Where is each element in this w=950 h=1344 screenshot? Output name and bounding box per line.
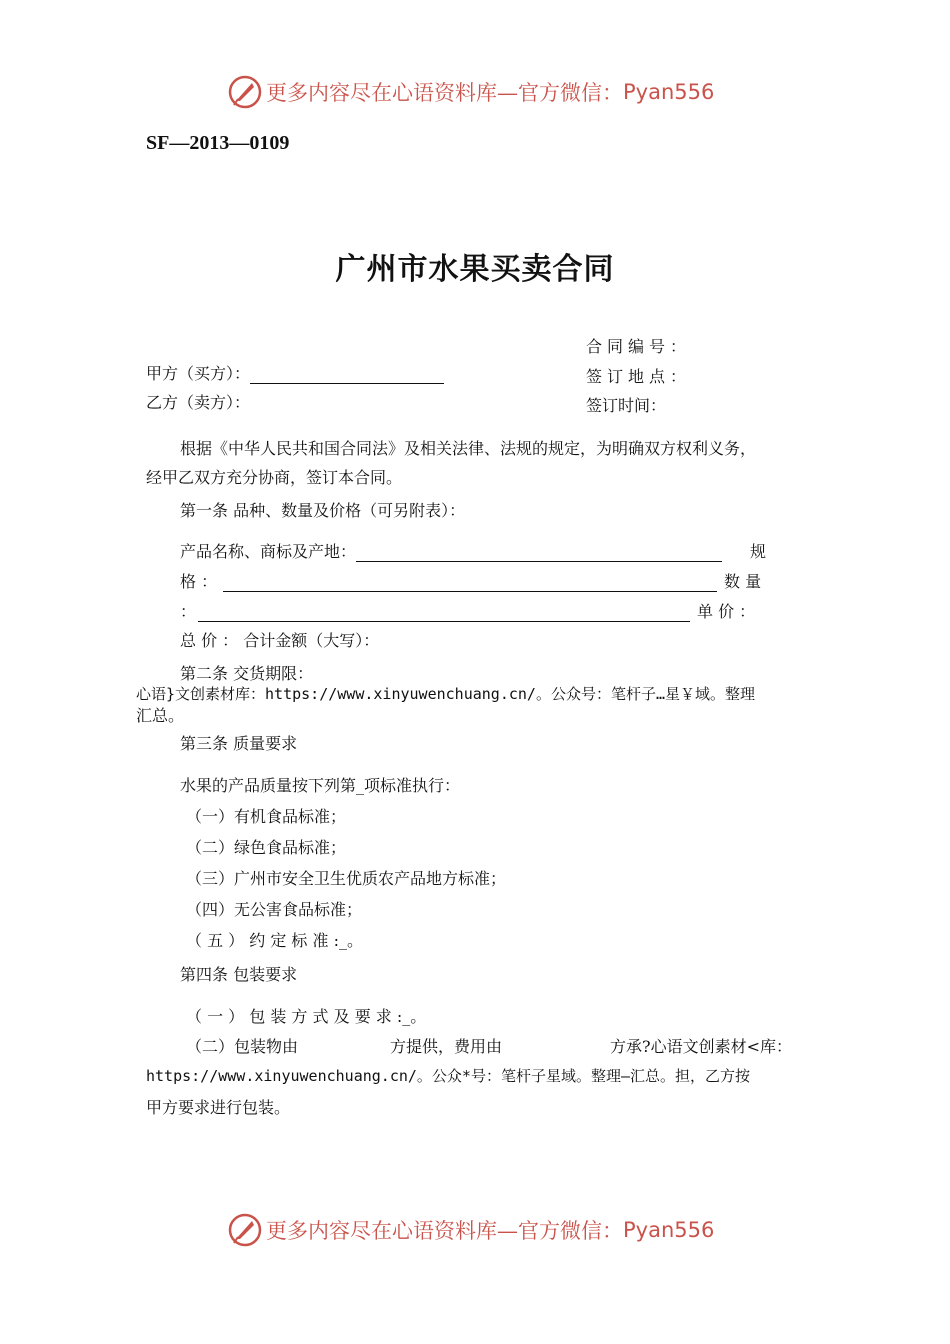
- spec-field: [180, 569, 717, 592]
- article-4-heading: 第四条 包装要求: [180, 965, 298, 984]
- quantity-colon: ：: [180, 602, 197, 621]
- party-a-label: 甲方（买方）：: [146, 364, 251, 383]
- article-3-heading: 第三条 质量要求: [180, 734, 298, 753]
- banner-handle: Pyan556: [623, 1218, 715, 1242]
- spec-label-1: 规: [750, 542, 767, 561]
- quality-item-5: （ 五 ） 约 定 标 准 :_。: [186, 931, 363, 950]
- contract-no-label: 合同编号：: [586, 337, 692, 356]
- product-field: [180, 539, 722, 562]
- bottom-banner: [228, 1210, 714, 1250]
- quantity-label: 数 量: [724, 572, 762, 591]
- spec-blank: [223, 591, 717, 592]
- quantity-field: [180, 599, 690, 622]
- party-b-label: 乙方（卖方）：: [146, 393, 251, 412]
- spec-label-2: 格 ：: [180, 572, 218, 591]
- banner-text: 更多内容尽在心语资料库—官方微信：: [266, 81, 623, 105]
- top-banner: [228, 72, 714, 112]
- quality-item-1: （一）有机食品标准；: [186, 807, 347, 826]
- quality-item-4: （四）无公害食品标准；: [186, 900, 363, 919]
- party-a-blank: [250, 383, 444, 384]
- packaging-item-1: （ 一 ） 包 装 方 式 及 要 求 :_。: [186, 1007, 427, 1026]
- party-a-field: [146, 361, 444, 384]
- watermark-line-1: 心语}文创素材库：https://www.xinyuwenchuang.cn/。公众号：笔杆子…星￥域。整理: [136, 685, 755, 703]
- price-label: 单 价 ：: [697, 602, 756, 621]
- watermark-line-2: 汇总。: [136, 706, 185, 725]
- quill-logo-icon: [228, 75, 262, 109]
- quality-item-3: （三）广州市安全卫生优质农产品地方标准；: [186, 869, 507, 888]
- banner-text: 更多内容尽在心语资料库—官方微信：: [266, 1219, 623, 1243]
- document-serial: SF—2013—0109: [146, 132, 290, 154]
- article-1-heading: 第一条 品种、数量及价格（可另附表）：: [180, 501, 466, 520]
- packaging-item-2-a: （二）包装物由: [186, 1037, 299, 1056]
- sign-place-label: 签订地点：: [586, 367, 692, 386]
- intro-line-1: 根据《中华人民共和国合同法》及相关法律、法规的规定，为明确双方权利义务，: [180, 439, 757, 458]
- packaging-item-2-c: 方承?心语文创素材<库：: [610, 1037, 792, 1056]
- sign-time-label: 签订时间：: [586, 396, 667, 415]
- product-blank: [356, 561, 722, 562]
- total-label: 总 价 ： 合计金额（大写）：: [180, 631, 380, 650]
- quantity-blank: [198, 621, 690, 622]
- article-2-heading: 第二条 交货期限：: [180, 664, 314, 683]
- product-label: 产品名称、商标及产地：: [180, 542, 357, 561]
- packaging-item-2-b: 方提供，费用由: [390, 1037, 503, 1056]
- quality-item-2: （二）绿色食品标准；: [186, 838, 347, 857]
- intro-line-2: 经甲乙双方充分协商，签订本合同。: [146, 468, 403, 487]
- page-title: 广州市水果买卖合同: [335, 252, 615, 287]
- quill-logo-icon: [228, 1213, 262, 1247]
- quality-intro: 水果的产品质量按下列第_项标准执行：: [180, 776, 461, 795]
- packaging-item-2-line-3: 甲方要求进行包装。: [146, 1098, 291, 1117]
- packaging-item-2-line-2: https://www.xinyuwenchuang.cn/。公众*号：笔杆子星域。整理—汇总。担，乙方按: [146, 1067, 750, 1085]
- banner-handle: Pyan556: [623, 80, 715, 104]
